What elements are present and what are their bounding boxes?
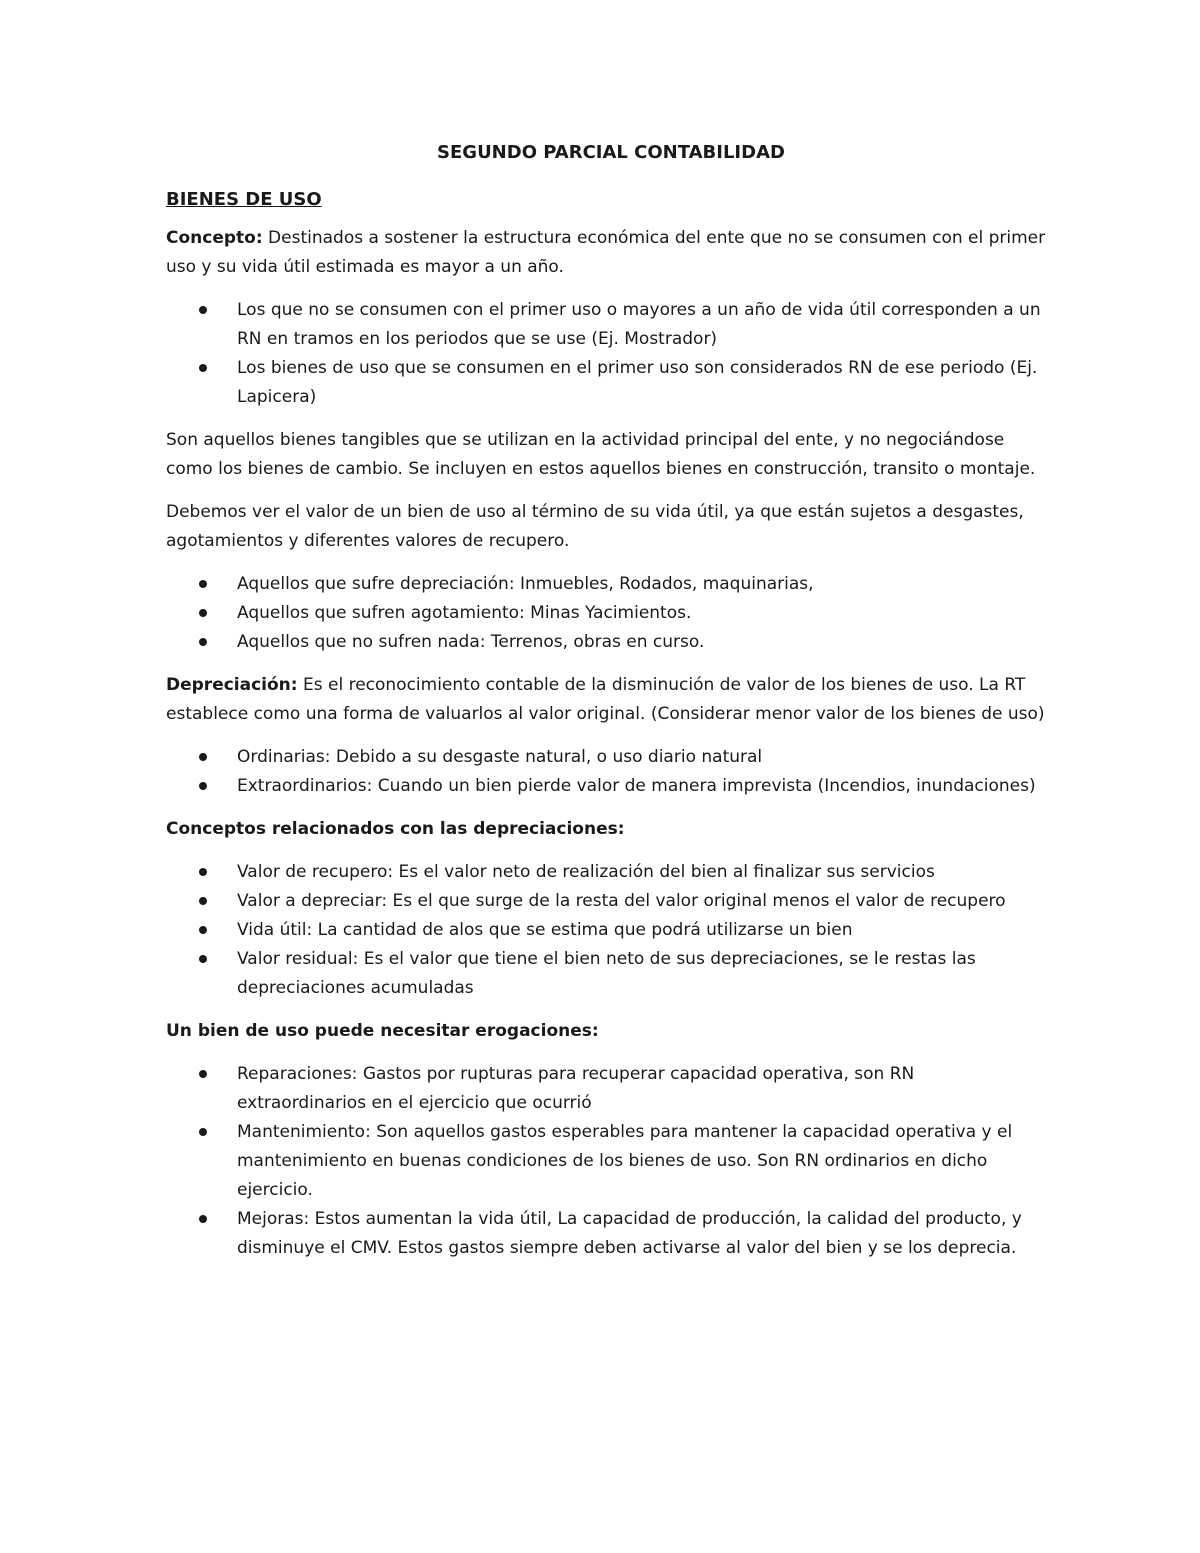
list-item-text: Mejoras: Estos aumentan la vida útil, La capacidad de producción, la calidad del producto, y disminuye el CMV. Estos gastos siempre deben activarse al valor del bien y se los deprecia. (237, 1209, 1022, 1258)
list-item-text: Los que no se consumen con el primer uso o mayores a un año de vida útil corresponden a un RN en tramos en los periodos que se use (Ej. Mostrador) (237, 300, 1041, 349)
list-item (166, 296, 1046, 354)
erogaciones-bullet-list (166, 1060, 1046, 1263)
bullet-icon (199, 1128, 207, 1136)
bullet-icon (199, 306, 207, 314)
conceptos-bullet-list (166, 858, 1046, 1003)
depreciacion-text: Es el reconocimiento contable de la disminución de valor de los bienes de uso. La RT establece como una forma de valuarlos al valor original. (Considerar menor valor de los bienes de uso) (166, 675, 1045, 724)
list-item-text: Mantenimiento: Son aquellos gastos esperables para mantener la capacidad operativa y el mantenimiento en buenas condiciones de los bienes de uso. Son RN ordinarios en dicho ejercicio. (237, 1122, 1013, 1200)
list-item (166, 354, 1046, 412)
list-item (166, 1205, 1046, 1263)
bullet-icon (199, 1070, 207, 1078)
concepto-bullet-list (166, 296, 1046, 412)
list-item (166, 858, 1046, 887)
list-item-text: Reparaciones: Gastos por rupturas para recuperar capacidad operativa, son RN extraordinarios en el ejercicio que ocurrió (237, 1064, 915, 1113)
bullet-icon (199, 1215, 207, 1223)
list-item-text: Ordinarias: Debido a su desgaste natural, o uso diario natural (237, 747, 763, 767)
valor-paragraph: Debemos ver el valor de un bien de uso al término de su vida útil, ya que están sujetos a desgastes, agotamientos y diferentes valores de recupero. (166, 502, 1024, 551)
list-item (166, 743, 1046, 772)
bullet-icon (199, 955, 207, 963)
bullet-icon (199, 364, 207, 372)
depreciacion-label: Depreciación: (166, 675, 298, 695)
list-item-text: Aquellos que sufre depreciación: Inmuebles, Rodados, maquinarias, (237, 574, 814, 594)
concepto-text: Destinados a sostener la estructura económica del ente que no se consumen con el primer uso y su vida útil estimada es mayor a un año. (166, 228, 1046, 277)
valor-bullet-list (166, 570, 1046, 657)
list-item (166, 1060, 1046, 1118)
concepto-paragraph (166, 224, 1046, 282)
list-item-text: Extraordinarios: Cuando un bien pierde valor de manera imprevista (Incendios, inundaciones) (237, 776, 1036, 796)
concepto-label: Concepto: (166, 228, 263, 248)
section-heading-bienes-de-uso: BIENES DE USO (166, 189, 322, 210)
list-item (166, 570, 1046, 599)
bullet-icon (199, 926, 207, 934)
document-title: SEGUNDO PARCIAL CONTABILIDAD (437, 142, 785, 163)
bullet-icon (199, 638, 207, 646)
bullet-icon (199, 753, 207, 761)
bullet-icon (199, 897, 207, 905)
list-item-text: Valor de recupero: Es el valor neto de realización del bien al finalizar sus servicios (237, 862, 935, 882)
bullet-icon (199, 782, 207, 790)
depreciacion-bullet-list (166, 743, 1046, 801)
bullet-icon (199, 868, 207, 876)
list-item-text: Aquellos que sufren agotamiento: Minas Yacimientos. (237, 603, 692, 623)
bullet-icon (199, 609, 207, 617)
list-item-text: Valor residual: Es el valor que tiene el bien neto de sus depreciaciones, se le restas las depreciaciones acumuladas (237, 949, 976, 998)
document-page (166, 138, 1046, 1277)
list-item (166, 887, 1046, 916)
erogaciones-heading: Un bien de uso puede necesitar erogaciones: (166, 1021, 599, 1041)
bullet-icon (199, 580, 207, 588)
list-item (166, 628, 1046, 657)
list-item-text: Valor a depreciar: Es el que surge de la resta del valor original menos el valor de recupero (237, 891, 1006, 911)
list-item (166, 772, 1046, 801)
list-item (166, 599, 1046, 628)
conceptos-heading: Conceptos relacionados con las depreciaciones: (166, 819, 625, 839)
tangibles-paragraph: Son aquellos bienes tangibles que se utilizan en la actividad principal del ente, y no negociándose como los bienes de cambio. Se incluyen en estos aquellos bienes en construcción, transito o montaje. (166, 430, 1036, 479)
list-item (166, 1118, 1046, 1205)
list-item-text: Vida útil: La cantidad de alos que se estima que podrá utilizarse un bien (237, 920, 853, 940)
list-item-text: Los bienes de uso que se consumen en el primer uso son considerados RN de ese periodo (Ej. Lapicera) (237, 358, 1038, 407)
list-item (166, 945, 1046, 1003)
list-item (166, 916, 1046, 945)
depreciacion-paragraph (166, 671, 1046, 729)
list-item-text: Aquellos que no sufren nada: Terrenos, obras en curso. (237, 632, 705, 652)
